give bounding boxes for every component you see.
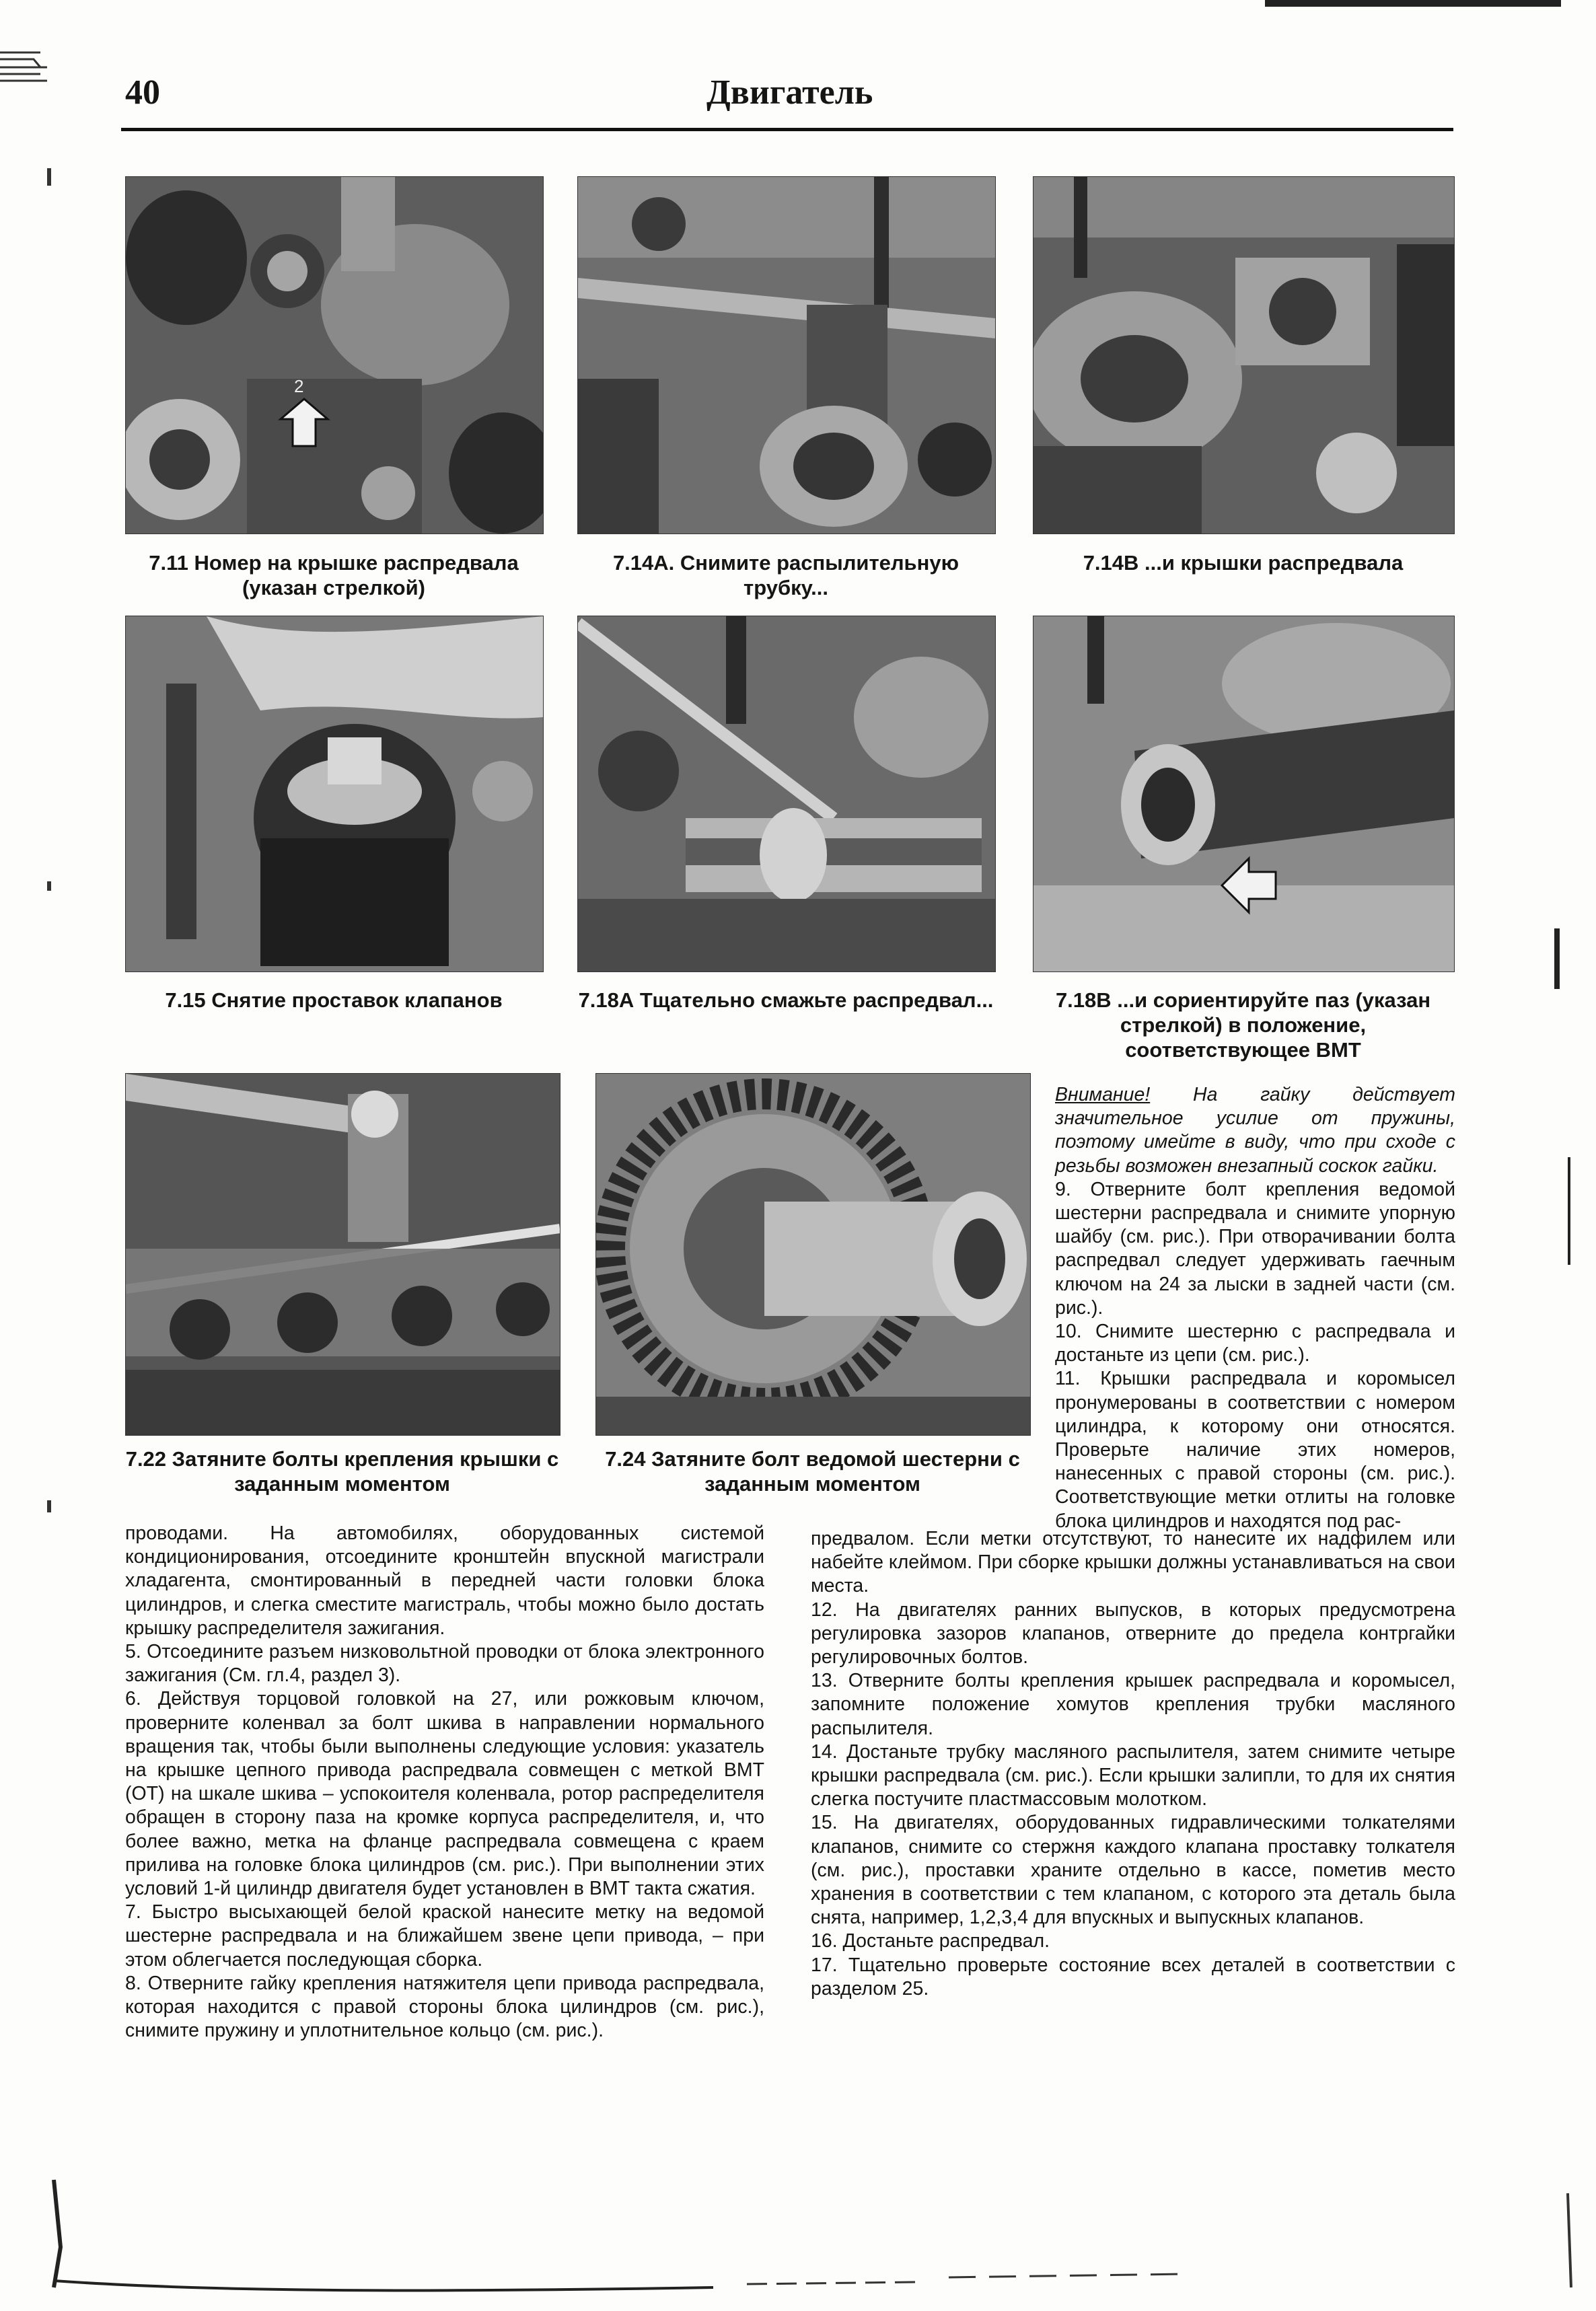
scan-edge-mark — [1568, 1157, 1570, 1265]
caption-7-14a: 7.14А. Снимите распылительную трубку... — [612, 551, 959, 599]
scan-bottom-edge — [40, 2153, 1588, 2308]
page-title: Двигатель — [706, 73, 873, 112]
photo-7-15 — [125, 616, 544, 972]
scan-corner-mark — [0, 47, 47, 87]
scan-edge-mark — [1554, 928, 1560, 989]
caption-7-18a: 7.18А Тщательно смажьте распредвал... — [578, 988, 994, 1012]
paragraph-7: 7. Быстро высыхающей белой краской нанесите метку на ведомой шестерне распредвала и на ближайшем звене цепи привода, – при этом облегчается последующая сборка. — [125, 1901, 764, 1971]
paragraph-8: 8. Отверните гайку крепления натяжителя цепи привода распредвала, которая находится с правой стороны блока цилиндров (см. рис.), снимите пружину и уплотнительное кольцо (см. рис.). — [125, 1972, 764, 2042]
caption-7-22: 7.22 Затяните болты крепления крышки с заданным моментом — [125, 1447, 559, 1496]
caption-7-18b: 7.18В ...и сориентируйте паз (указан стрелкой) в положение, соответствующее ВМТ — [1055, 988, 1431, 1062]
caption-7-15: 7.15 Снятие проставок клапанов — [165, 988, 503, 1012]
part-number-label: 2 — [294, 376, 304, 396]
page-number: 40 — [125, 73, 160, 112]
warning-label: Внимание! — [1055, 1084, 1151, 1105]
photo-7-18a — [577, 616, 996, 972]
scan-mark — [47, 1500, 51, 1512]
photo-7-18b — [1033, 616, 1455, 972]
paragraph-6: 6. Действуя торцовой головкой на 27, или рожковым ключом, проверните коленвал за болт шкива в направлении нормального вращения так, чтобы были выполнены следующие условия: указатель на крышке цепного привода распредвала совмещен с меткой ВМТ (ОТ) на шкале шкива – успокоителя коленвала, ротор распределителя обращен в сторону паза на кромке корпуса распределителя, и, что более важно, метка на фланце распредвала совмещена с краем прилива на головке блока цилиндров (см. рис.). При выполнении этих условий 1-й цилиндр двигателя будет установлен в ВМТ такта сжатия. — [125, 1688, 764, 1900]
paragraph-15: 15. На двигателях, оборудованных гидравлическими толкателями клапанов, снимите со стержня каждого клапана проставку толкателя (см. рис.), проставки храните отдельно в кассе, пометив место хранения в соответствии с тем клапаном, с которого эта деталь была снята, например, 1,2,3,4 для впускных и выпускных клапанов. — [811, 1812, 1455, 1929]
paragraph-17: 17. Тщательно проверьте состояние всех деталей в соответствии с разделом 25. — [811, 1954, 1455, 2000]
paragraph-16: 16. Достаньте распредвал. — [811, 1930, 1050, 1952]
paragraph-9: 9. Отверните болт крепления ведомой шестерни распредвала и снимите упорную шайбу (см. рис.). При отворачивании болта распредвал следует удерживать гаечным ключом на 24 за лыски в задней части (см. рис.). — [1055, 1178, 1455, 1319]
paragraph-11: 11. Крышки распредвала и коромысел пронумерованы в соответствии с номером цилиндра, к которому они относятся. Проверьте наличие этих номеров, нанесенных с правой стороны (см. рис.). Соответствующие метки отлиты на головке блока цилиндров и находятся под рас- — [1055, 1368, 1455, 1532]
paragraph-12: 12. На двигателях ранних выпусков, в которых предусмотрена регулировка зазоров клапанов, отверните до предела контргайки регулировочных болтов. — [811, 1599, 1455, 1668]
scan-edge-bar — [1265, 0, 1561, 7]
paragraph-11-continued: предвалом. Если метки отсутствуют, то нанесите их надфилем или набейте клеймом. При сборке крышки должны устанавливаться на свои места. — [811, 1528, 1455, 1597]
right-top-text — [1055, 1083, 1455, 1533]
warning-text: На гайку действует значительное усилие от пружины, поэтому имейте в виду, что при сходе с резьбы возможен внезапный соскок гайки. — [1055, 1084, 1455, 1177]
photo-7-14a — [577, 176, 996, 534]
scan-mark — [47, 881, 51, 891]
photo-7-24 — [595, 1073, 1031, 1436]
paragraph-10: 10. Снимите шестерню с распредвала и достаньте из цепи (см. рис.). — [1055, 1321, 1455, 1366]
paragraph-13: 13. Отверните болты крепления крышек распредвала и коромысел, запомните положение хомутов крепления трубки масляного распылителя. — [811, 1670, 1455, 1739]
caption-7-14b: 7.14В ...и крышки распредвала — [1083, 551, 1404, 575]
photo-7-22 — [125, 1073, 560, 1436]
paragraph-14: 14. Достаньте трубку масляного распылителя, затем снимите четыре крышки распредвала (см. рис.). Если крышки залипли, то для их снятия слегка постучите пластмассовым молотком. — [811, 1740, 1455, 1810]
left-column-text — [125, 1522, 764, 2043]
paragraph-continued: проводами. На автомобилях, оборудованных системой кондиционирования, отсоедините кронштейн впускной магистрали хладагента, смонтированный в передней части головки блока цилиндров, и слегка сместите магистраль, чтобы можно было достать крышку распределителя зажигания. — [125, 1523, 764, 1639]
header-rule — [121, 128, 1453, 131]
caption-7-11: 7.11 Номер на крышке распредвала (указан стрелкой) — [149, 551, 519, 599]
warning-paragraph — [1055, 1083, 1455, 1178]
scan-mark — [47, 168, 51, 186]
photo-7-11 — [125, 176, 544, 534]
paragraph-5: 5. Отсоедините разъем низковольтной проводки от блока электронного зажигания (См. гл.4, раздел 3). — [125, 1641, 764, 1687]
right-column-text — [811, 1527, 1455, 2001]
caption-7-24: 7.24 Затяните болт ведомой шестерни с заданным моментом — [605, 1447, 1020, 1496]
photo-7-14b — [1033, 176, 1455, 534]
